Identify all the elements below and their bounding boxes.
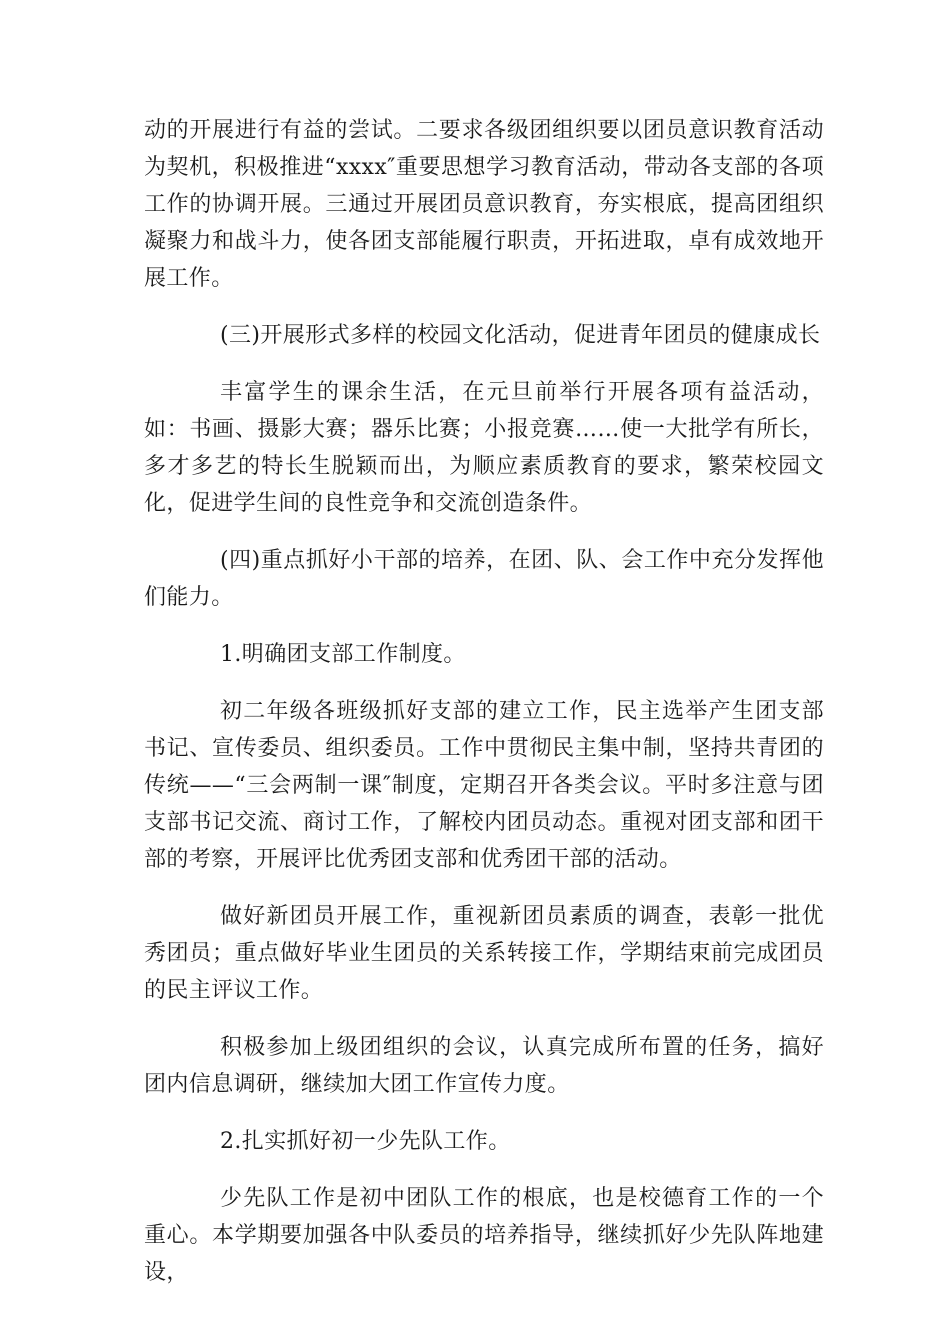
paragraph: 少先队工作是初中团队工作的根底，也是校德育工作的一个重心。本学期要加强各中队委员的培养指导，继续抓好少先队阵地建设，	[144, 1186, 824, 1285]
section-heading: (三)开展形式多样的校园文化活动，促进青年团员的健康成长	[220, 323, 821, 348]
section-heading: (四)重点抓好小干部的培养，在团、队、会工作中充分发挥他们能力。	[144, 548, 824, 610]
paragraph: 积极参加上级团组织的会议，认真完成所布置的任务，搞好团内信息调研，继续加大团工作宣传力度。	[144, 1035, 824, 1097]
paragraph: 动的开展进行有益的尝试。二要求各级团组织要以团员意识教育活动为契机，积极推进“xxxx″重要思想学习教育活动，带动各支部的各项工作的协调开展。三通过开展团员意识教育，夯实根底，提高团组织凝聚力和战斗力，使各团支部能履行职责，开拓进取，卓有成效地开展工作。	[144, 118, 824, 291]
paragraph: 初二年级各班级抓好支部的建立工作，民主选举产生团支部书记、宣传委员、组织委员。工作中贯彻民主集中制，坚持共青团的传统——“三会两制一课″制度，定期召开各类会议。平时多注意与团支部书记交流、商讨工作，了解校内团员动态。重视对团支部和团干部的考察，开展评比优秀团支部和优秀团干部的活动。	[144, 699, 824, 872]
paragraph: 做好新团员开展工作，重视新团员素质的调查，表彰一批优秀团员；重点做好毕业生团员的关系转接工作，学期结束前完成团员的民主评议工作。	[144, 904, 824, 1003]
subsection-heading: 1.明确团支部工作制度。	[220, 642, 466, 667]
paragraph: 丰富学生的课余生活，在元旦前举行开展各项有益活动，如：书画、摄影大赛；器乐比赛；小报竞赛……使一大批学有所长，多才多艺的特长生脱颖而出，为顺应素质教育的要求，繁荣校园文化，促进学生间的良性竞争和交流创造条件。	[144, 380, 824, 516]
document-body	[144, 112, 824, 1311]
subsection-heading: 2.扎实抓好初一少先队工作。	[220, 1129, 511, 1154]
